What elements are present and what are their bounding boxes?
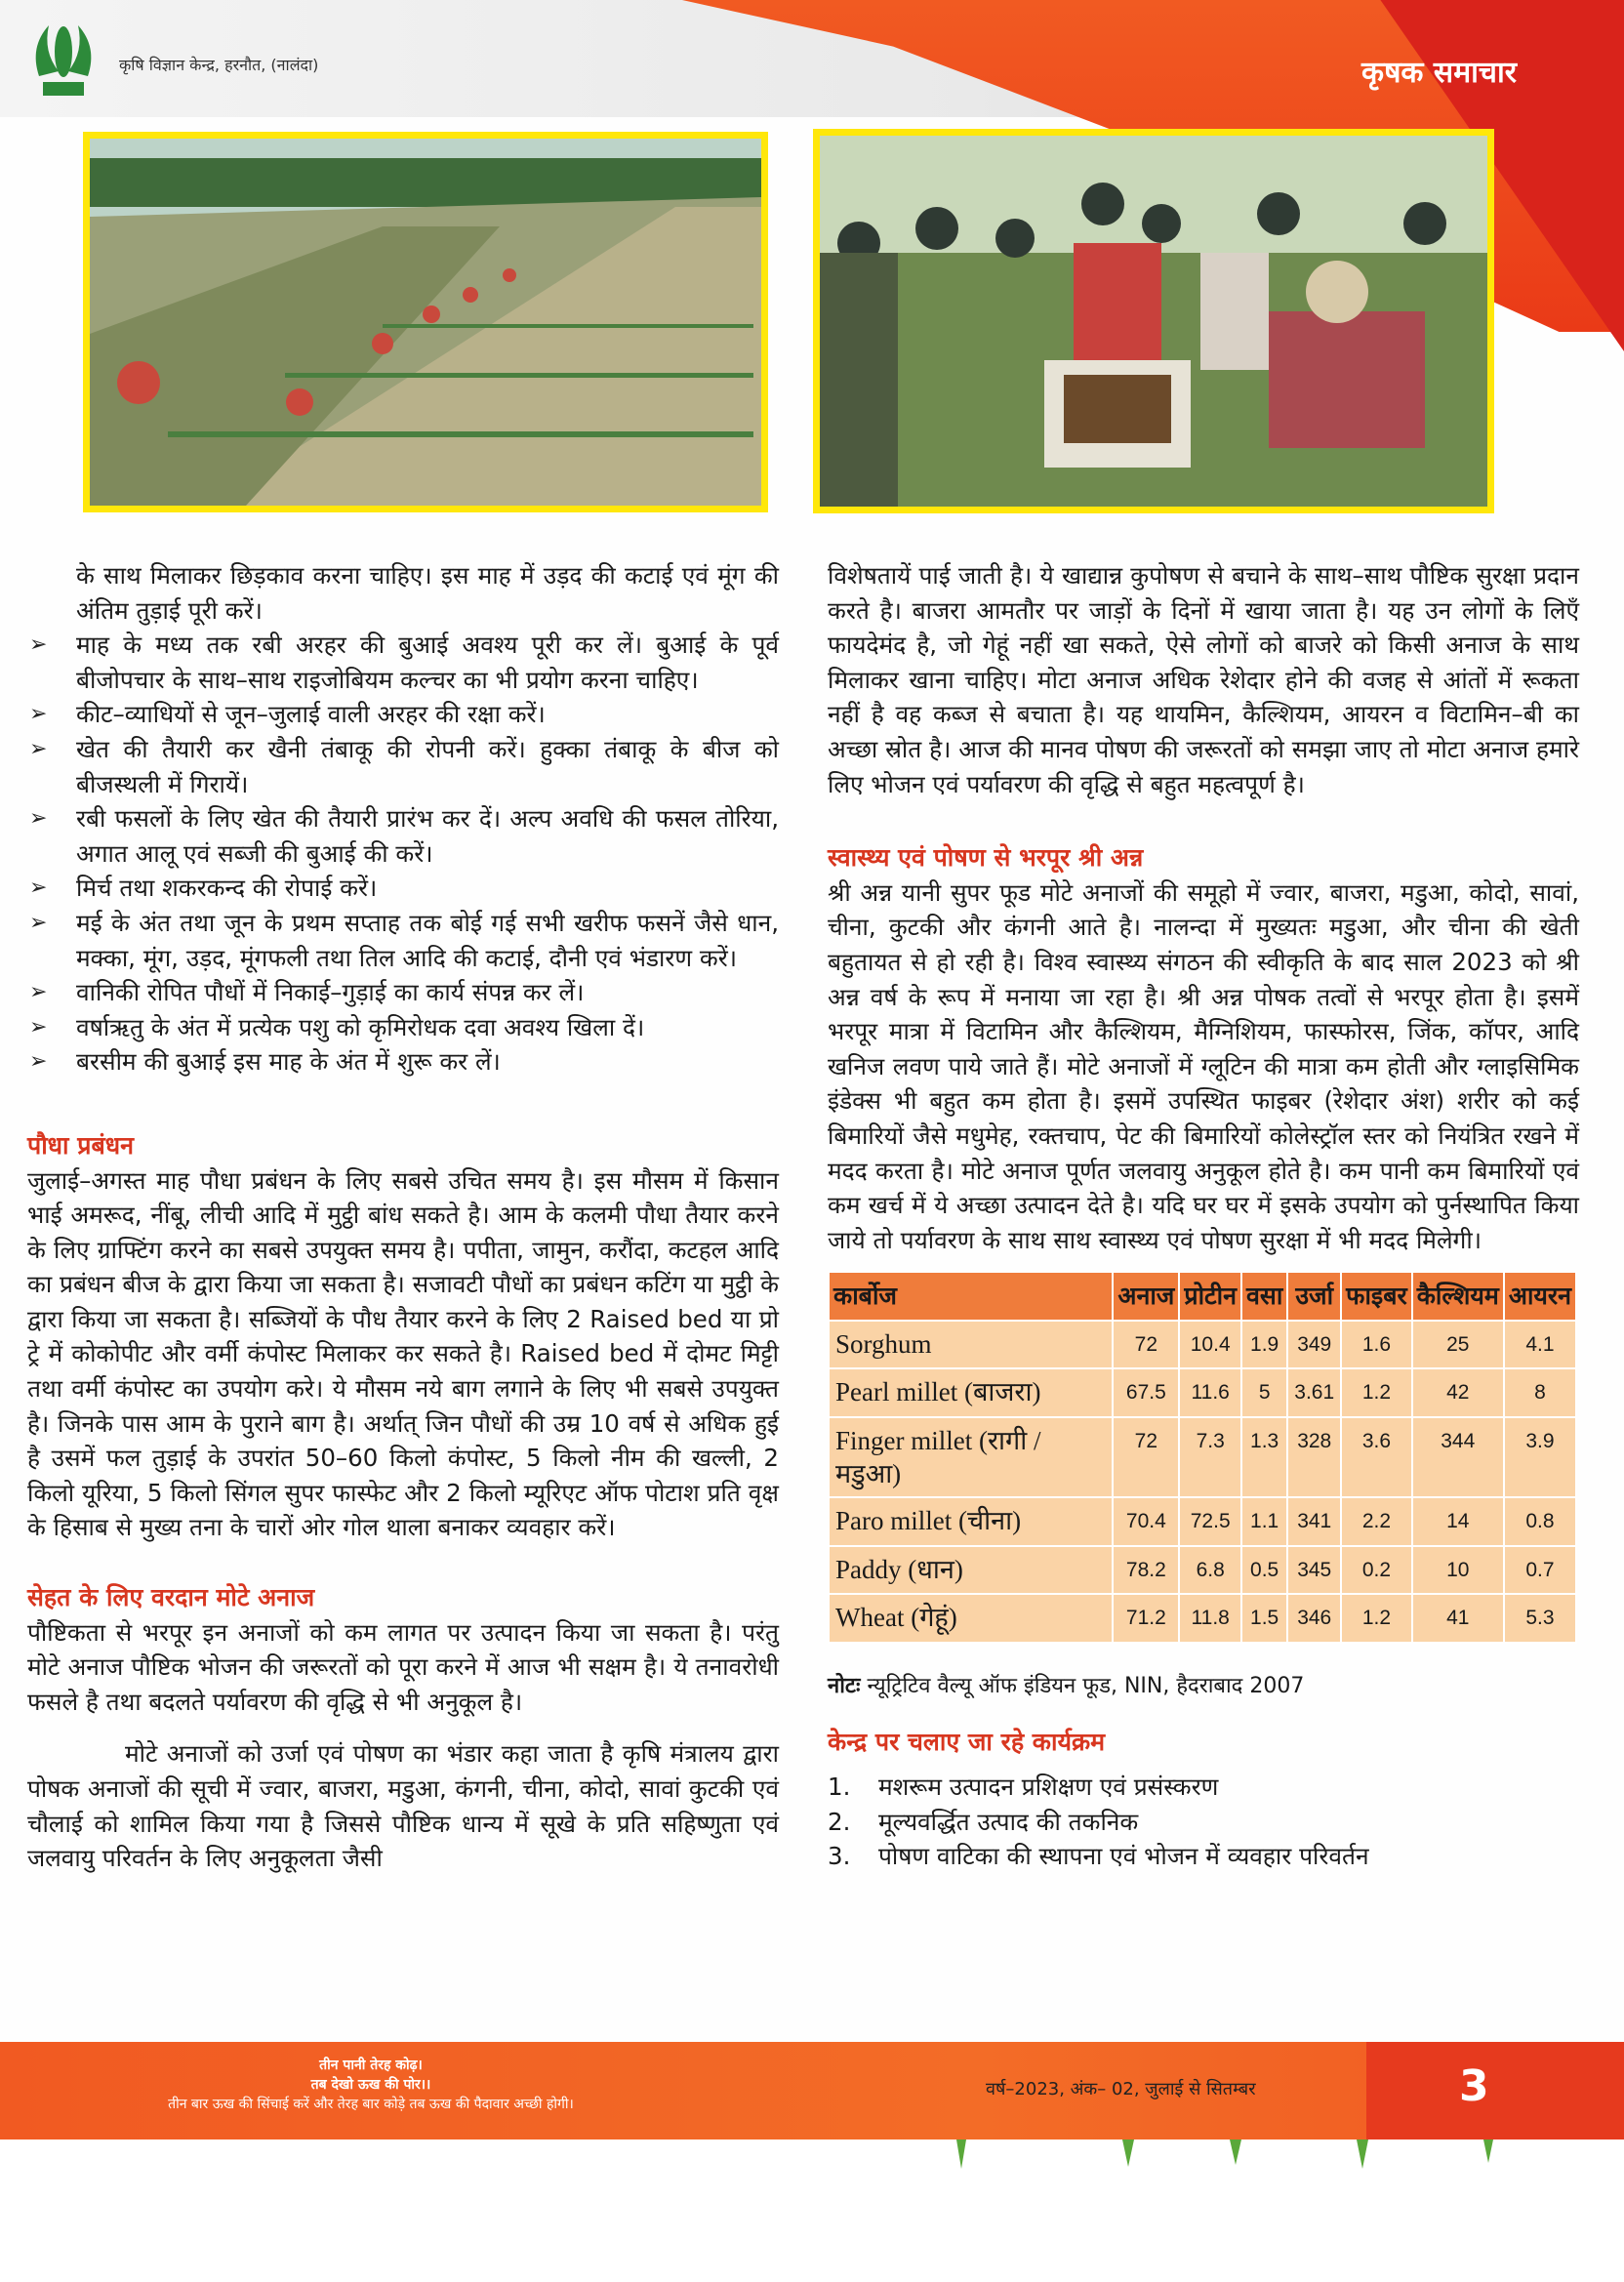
org-name: कृषि विज्ञान केन्द्र, हरनौत, (नालंदा) bbox=[119, 56, 319, 74]
column-header: कैल्शियम bbox=[1412, 1272, 1504, 1321]
table-cell: 70.4 bbox=[1113, 1497, 1179, 1546]
footer-grass-strip bbox=[0, 2139, 1624, 2282]
table-cell: 3.9 bbox=[1504, 1417, 1576, 1497]
column-header: कार्बोज bbox=[829, 1272, 1113, 1321]
column-header: प्रोटीन bbox=[1179, 1272, 1241, 1321]
table-cell: 5.3 bbox=[1504, 1594, 1576, 1643]
monthly-tasks-list bbox=[27, 628, 779, 1080]
list-item: ➢ खेत की तैयारी कर खैनी तंबाकू की रोपनी करें। हुक्का तंबाकू के बीज को बीजस्थली में गिरायें। bbox=[27, 732, 779, 801]
column-header: वसा bbox=[1241, 1272, 1287, 1321]
list-item: ➢ बरसीम की बुआई इस माह के अंत में शुरू कर लें। bbox=[27, 1044, 779, 1080]
nutrition-table bbox=[828, 1271, 1577, 1644]
table-note bbox=[828, 1669, 1579, 1704]
table-row bbox=[829, 1368, 1576, 1417]
note-label: नोटः bbox=[828, 1673, 861, 1698]
table-row bbox=[829, 1497, 1576, 1546]
table-cell: 0.8 bbox=[1504, 1497, 1576, 1546]
table-cell: 1.2 bbox=[1341, 1594, 1412, 1643]
list-item: ➢ वानिकी रोपित पौधों में निकाई–गुड़ाई का कार्य संपन्न कर लें। bbox=[27, 975, 779, 1010]
page-number: 3 bbox=[1459, 2061, 1489, 2111]
left-column bbox=[27, 558, 779, 1876]
table-cell: 8 bbox=[1504, 1368, 1576, 1417]
footer-page-box bbox=[1366, 2042, 1624, 2139]
arrow-bullet-icon: ➢ bbox=[29, 736, 48, 761]
footer-proverb bbox=[0, 2042, 742, 2139]
arrow-bullet-icon: ➢ bbox=[29, 910, 48, 935]
arrow-bullet-icon: ➢ bbox=[29, 702, 48, 727]
millet-benefits-paragraph: विशेषतायें पाई जाती है। ये खाद्यान्न कुपोषण से बचाने के साथ–साथ पौष्टिक सुरक्षा प्रदान करते है। बाजरा आमतौर पर जाड़ों के दिनों में खाया जाता है। यह उन लोगों के लिएँ फायदेमंद है, जो गेहूं नहीं खा सकते, ऐसे लोगों को बाजरे को किसी अनाज के साथ मिलाकर खाना चाहिए। मोटा अनाज अधिक रेशेदार होने की वजह से आंतों में रूकता नहीं है वह कब्ज से बचाता है। यह थायमिन, कैल्शियम, आयरन व विटामिन–बी का अच्छा स्रोत है। आज की मानव पोषण की जरूरतों को समझा जाए तो मोटा अनाज हमारे लिए भोजन एवं पर्यावरण की वृद्धि से बहुत महत्वपूर्ण है। bbox=[828, 561, 1579, 798]
column-header: फाइबर bbox=[1341, 1272, 1412, 1321]
note-text: न्यूट्रिटिव वैल्यू ऑफ इंडियन फूड, NIN, हैदराबाद 2007 bbox=[860, 1673, 1305, 1698]
table-cell: 72 bbox=[1113, 1417, 1179, 1497]
table-cell: 4.1 bbox=[1504, 1321, 1576, 1369]
table-cell: 1.6 bbox=[1341, 1321, 1412, 1369]
list-item: 2. मूल्यवर्द्धित उत्पाद की तकनिक bbox=[828, 1807, 1139, 1836]
proverb-line: तब देखो ऊख की पोर।। bbox=[310, 2077, 431, 2093]
table-cell: 71.2 bbox=[1113, 1594, 1179, 1643]
arrow-bullet-icon: ➢ bbox=[29, 632, 48, 658]
table-cell: 42 bbox=[1412, 1368, 1504, 1417]
heading-shree-anna: स्वास्थ्य एवं पोषण से भरपूर श्री अन्न bbox=[828, 843, 1144, 873]
table-cell: 2.2 bbox=[1341, 1497, 1412, 1546]
grain-name: Paddy (धान) bbox=[829, 1546, 1113, 1595]
grain-name: Sorghum bbox=[829, 1321, 1113, 1369]
table-cell: 328 bbox=[1287, 1417, 1341, 1497]
table-cell: 10.4 bbox=[1179, 1321, 1241, 1369]
table-cell: 11.6 bbox=[1179, 1368, 1241, 1417]
table-cell: 3.61 bbox=[1287, 1368, 1341, 1417]
grain-name: Finger millet (रागी / मडुआ) bbox=[829, 1417, 1113, 1497]
grain-name: Pearl millet (बाजरा) bbox=[829, 1368, 1113, 1417]
table-cell: 14 bbox=[1412, 1497, 1504, 1546]
plant-management-paragraph: जुलाई–अगस्त माह पौधा प्रबंधन के लिए सबसे उचित समय है। इस मौसम में किसान भाई अमरूद, नींबू, लीची आदि में मुट्ठी बांध सकते है। आम के कलमी पौधा तैयार करने के लिए ग्राफ्टिंग करने का सबसे उपयुक्त समय है। पपीता, जामुन, करौंदा, कटहल आदि का प्रबंधन बीज के द्वारा किया जा सकता है। सजावटी पौधों का प्रबंधन कटिंग या मुट्ठी के द्वारा किया जा सकता है। सब्जियों के पौध तैयार करने के लिए 2 Raised bed या प्रो ट्रे में कोकोपीट और वर्मी कंपोस्ट मिलाकर कर सकते है। Raised bed में दोमट मिट्टी तथा वर्मी कंपोस्ट का उपयोग करे। ये मौसम नये बाग लगाने के लिए भी सबसे उपयुक्त है। जिनके पास आम के पुराने बाग है। अर्थात् जिन पौधों की उम्र 10 वर्ष से अधिक हुई है उसमें फल तुड़ाई के उपरांत 50–60 किलो कंपोस्ट, 5 किलो नीम की खल्ली, 2 किलो यूरिया, 5 किलो सिंगल सुपर फास्फेट और 2 किलो म्यूरिएट ऑफ पोटाश प्रति वृक्ष के हिसाब से मुख्य तना के चारों ओर गोल थाला बनाकर व्यवहार करें। bbox=[27, 1165, 779, 1542]
list-item: ➢ मई के अंत तथा जून के प्रथम सप्ताह तक बोई गई सभी खरीफ फसनें जैसे धान, मक्का, मूंग, उड़द, मूंगफली तथा तिल आदि की कटाई, दौनी एवं भंडारण करें। bbox=[27, 906, 779, 975]
grain-name: Wheat (गेहूं) bbox=[829, 1594, 1113, 1643]
table-cell: 349 bbox=[1287, 1321, 1341, 1369]
table-cell: 0.2 bbox=[1341, 1546, 1412, 1595]
coarse-grains-paragraph-2: मोटे अनाजों को उर्जा एवं पोषण का भंडार कहा जाता है कृषि मंत्रालय द्वारा पोषक अनाजों की सूची में ज्वार, बाजरा, मडुआ, कंगनी, चीना, कोदो, सावां कुटकी एवं चौलाई को शामिल किया गया है जिससे पौष्टिक धान्य में सूखे के प्रति सहिष्णुता एवं जलवायु परिवर्तन के लिए अनुकूलता जैसी bbox=[27, 1739, 779, 1873]
heading-programs: केन्द्र पर चलाए जा रहे कार्यक्रम bbox=[828, 1728, 1106, 1757]
table-cell: 346 bbox=[1287, 1594, 1341, 1643]
table-cell: 41 bbox=[1412, 1594, 1504, 1643]
table-cell: 1.2 bbox=[1341, 1368, 1412, 1417]
arrow-bullet-icon: ➢ bbox=[29, 1014, 48, 1039]
table-cell: 344 bbox=[1412, 1417, 1504, 1497]
kvk-logo-icon bbox=[29, 18, 98, 105]
table-cell: 341 bbox=[1287, 1497, 1341, 1546]
proverb-line: तीन पानी तेरह कोढ़। bbox=[319, 2058, 423, 2073]
table-row bbox=[829, 1417, 1576, 1497]
table-cell: 78.2 bbox=[1113, 1546, 1179, 1595]
table-cell: 0.5 bbox=[1241, 1546, 1287, 1595]
magazine-title: कृषक समाचार bbox=[1361, 56, 1517, 90]
shree-anna-paragraph: श्री अन्न यानी सुपर फूड मोटे अनाजों की समूहो में ज्वार, बाजरा, मडुआ, कोदो, सावां, चीना, कुटकी और कंगनी आते है। नालन्दा में मुख्यतः मडुआ, और चीना की खेती बहुतायत से हो रही है। विश्व स्वास्थ्य संगठन की स्वीकृति के बाद साल 2023 को श्री अन्न वर्ष के रूप में मनाया जा रहा है। श्री अन्न पोषक तत्वों से भरपूर होता है। इसमें भरपूर मात्रा में विटामिन और कैल्शियम, मैग्निशियम, फास्फोरस, जिंक, कॉपर, आदि खनिज लवण पाये जाते हैं। मोटे अनाजों में ग्लूटिन की मात्रा कम होती और ग्लाइसिमिक इंडेक्स भी बहुत कम होता है। इसमें उपस्थित फाइबर (रेशेदार अंश) शरीर को कई बिमारियों जैसे मधुमेह, रक्तचाप, पेट की बिमारियों कोलेस्ट्रॉल स्तर को नियंत्रित रखने में मदद करता है। मोटे अनाज पूर्णत जलवायु अनुकूल होते है। कम पानी कम बिमारियों एवं कम खर्च में ये अच्छा उत्पादन देते है। यदि घर घर में इसके उपयोग को पुर्नस्थापित किया जाये तो पर्यावरण के साथ साथ स्वास्थ्य एवं पोषण सुरक्षा में भी मदद मिलेगी। bbox=[828, 877, 1579, 1254]
list-item: ➢ मिर्च तथा शकरकन्द की रोपाई करें। bbox=[27, 871, 779, 906]
table-cell: 11.8 bbox=[1179, 1594, 1241, 1643]
table-cell: 72 bbox=[1113, 1321, 1179, 1369]
arrow-bullet-icon: ➢ bbox=[29, 980, 48, 1005]
table-cell: 25 bbox=[1412, 1321, 1504, 1369]
table-cell: 1.3 bbox=[1241, 1417, 1287, 1497]
arrow-bullet-icon: ➢ bbox=[29, 1049, 48, 1075]
heading-coarse-grains: सेहत के लिए वरदान मोटे अनाज bbox=[27, 1583, 315, 1612]
coarse-grains-paragraph: पौष्टिकता से भरपूर इन अनाजों को कम लागत पर उत्पादन किया जा सकता है। परंतु मोटे अनाज पौष्टिक भोजन की जरूरतों को पूरा करने में आज भी सक्षम है। ये तनावरोधी फसले है तथा बदलते पर्यावरण की वृद्धि से भी अनुकूल है। bbox=[27, 1617, 779, 1716]
list-item: 3. पोषण वाटिका की स्थापना एवं भोजन में व्यवहार परिवर्तन bbox=[828, 1842, 1369, 1871]
arrow-bullet-icon: ➢ bbox=[29, 876, 48, 901]
table-cell: 1.1 bbox=[1241, 1497, 1287, 1546]
arrow-bullet-icon: ➢ bbox=[29, 806, 48, 832]
table-cell: 0.7 bbox=[1504, 1546, 1576, 1595]
table-row bbox=[829, 1321, 1576, 1369]
heading-plant-management: पौधा प्रबंधन bbox=[27, 1130, 134, 1160]
proverb-meaning: तीन बार ऊख की सिंचाई करें और तेरह बार कोड़े तब ऊख की पैदावार अच्छी होगी। bbox=[168, 2097, 574, 2112]
table-cell: 5 bbox=[1241, 1368, 1287, 1417]
list-item: ➢ माह के मध्य तक रबी अरहर की बुआई अवश्य पूरी कर लें। बुआई के पूर्व बीजोपचार के साथ–साथ राइजोबियम कल्चर का भी प्रयोग करना चाहिए। bbox=[27, 628, 779, 697]
table-cell: 10 bbox=[1412, 1546, 1504, 1595]
table-row bbox=[829, 1546, 1576, 1595]
table-cell: 6.8 bbox=[1179, 1546, 1241, 1595]
table-header-row bbox=[829, 1272, 1576, 1321]
list-item: ➢ रबी फसलों के लिए खेत की तैयारी प्रारंभ कर दें। अल्प अवधि की फसल तोरिया, अगात आलू एवं सब्जी की बुआई की करें। bbox=[27, 801, 779, 871]
right-column bbox=[828, 558, 1579, 1874]
intro-paragraph: के साथ मिलाकर छिड़काव करना चाहिए। इस माह में उड़द की कटाई एवं मूंग की अंतिम तुड़ाई पूरी करें। bbox=[76, 561, 779, 625]
table-cell: 345 bbox=[1287, 1546, 1341, 1595]
issue-info: वर्ष–2023, अंक– 02, जुलाई से सितम्बर bbox=[986, 2079, 1256, 2099]
table-cell: 72.5 bbox=[1179, 1497, 1241, 1546]
table-cell: 3.6 bbox=[1341, 1417, 1412, 1497]
list-item: ➢ कीट–व्याधियों से जून–जुलाई वाली अरहर की रक्षा करें। bbox=[27, 697, 779, 732]
table-cell: 1.5 bbox=[1241, 1594, 1287, 1643]
list-item: 1. मशरूम उत्पादन प्रशिक्षण एवं प्रसंस्करण bbox=[828, 1773, 1219, 1802]
table-cell: 7.3 bbox=[1179, 1417, 1241, 1497]
column-header: आयरन bbox=[1504, 1272, 1576, 1321]
list-item: ➢ वर्षाऋतु के अंत में प्रत्येक पशु को कृमिरोधक दवा अवश्य खिला दें। bbox=[27, 1010, 779, 1045]
grain-name: Paro millet (चीना) bbox=[829, 1497, 1113, 1546]
table-cell: 67.5 bbox=[1113, 1368, 1179, 1417]
table-row bbox=[829, 1594, 1576, 1643]
column-header: उर्जा bbox=[1287, 1272, 1341, 1321]
photo-paddy-transplanting bbox=[83, 132, 768, 512]
column-header: अनाज bbox=[1113, 1272, 1179, 1321]
photo-beekeeping-training bbox=[813, 129, 1494, 513]
table-cell: 1.9 bbox=[1241, 1321, 1287, 1369]
programs-list bbox=[828, 1770, 1579, 1874]
